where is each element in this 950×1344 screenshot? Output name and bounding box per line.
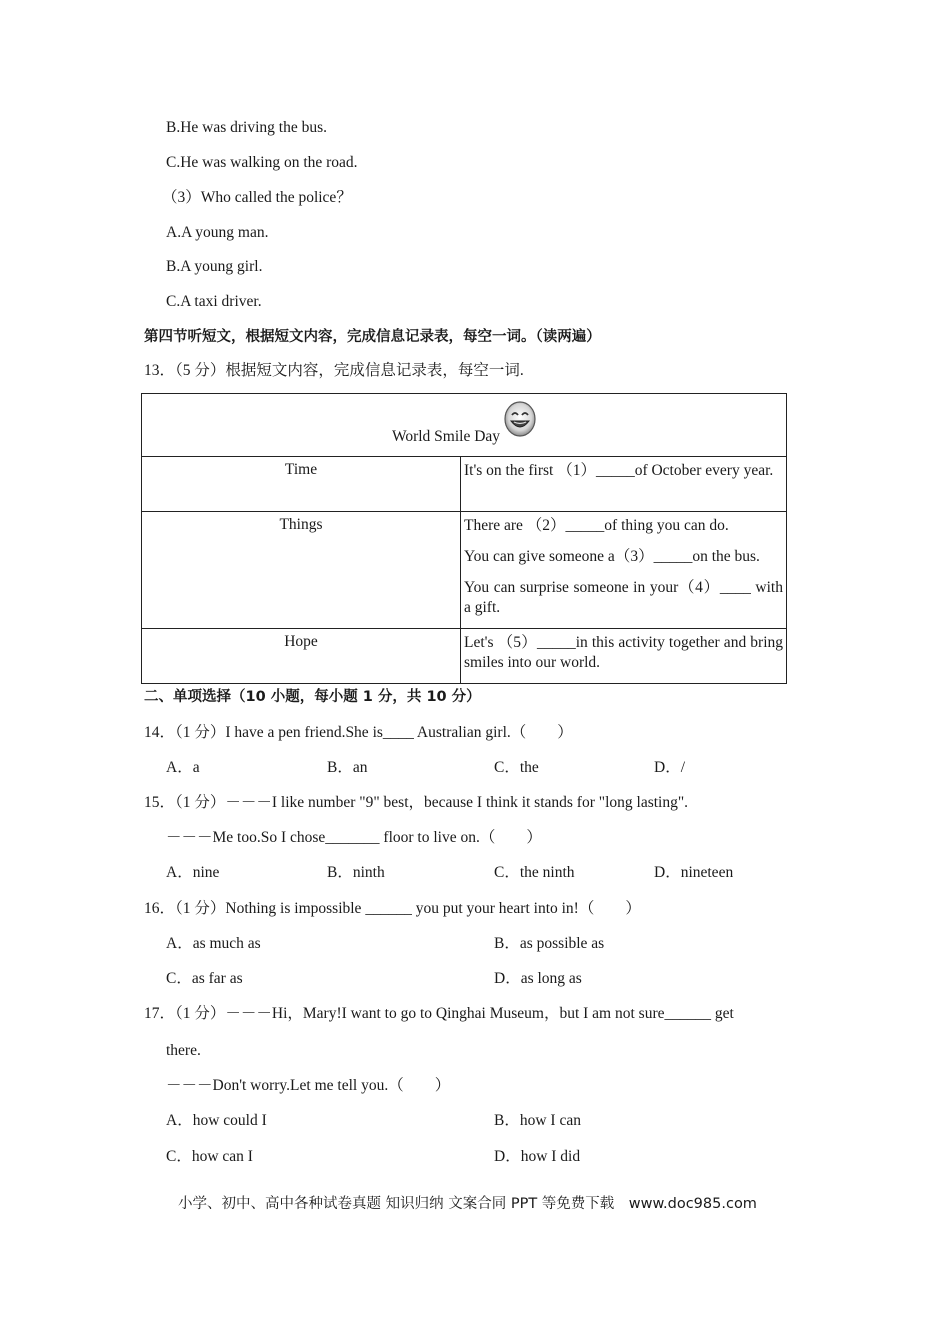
q14-option-b: B．an <box>327 759 368 776</box>
things-line-2: You can give someone a（3）_____on the bus. <box>464 548 760 565</box>
table-header-title: World Smile Day <box>391 428 501 445</box>
q16-option-a: A．as much as <box>166 935 261 952</box>
q12-sub3-option-b: B.A young girl. <box>166 258 263 275</box>
q12-sub3-option-a: A.A young man. <box>166 224 269 241</box>
q15-option-c: C．the ninth <box>494 864 575 881</box>
info-record-table <box>141 393 787 684</box>
q12-option-c: C.He was walking on the road. <box>166 154 358 171</box>
row-label-hope: Hope <box>142 629 461 684</box>
things-line-1: There are （2）_____of thing you can do. <box>464 517 729 534</box>
row-content-hope <box>461 629 787 684</box>
q16-stem: 16．（1 分）Nothing is impossible ______ you put your heart into in!（ ） <box>144 900 641 917</box>
table-header-cell <box>142 394 787 457</box>
q16-option-c: C．as far as <box>166 970 243 987</box>
table-row-time <box>142 457 787 512</box>
part-2-title: 二、单项选择（10 小题，每小题 1 分，共 10 分） <box>144 689 481 705</box>
q14-option-d: D．/ <box>654 759 686 776</box>
q17-stem-continued: there. <box>166 1042 201 1059</box>
time-line: It's on the first （1）_____of October every year. <box>464 462 774 479</box>
section-4-title: 第四节听短文，根据短文内容，完成信息记录表，每空一词。（读两遍） <box>144 329 601 345</box>
q17-option-a: A．how could I <box>166 1112 267 1129</box>
table-row-things <box>142 512 787 629</box>
q15-stem: 15．（1 分）－－－I like number "9" best，because I think it stands for "long lasting". <box>144 794 689 811</box>
q15-stem-2: －－－Me too.So I chose_______ floor to live on.（ ） <box>166 829 542 846</box>
page-footer: 小学、初中、高中各种试卷真题 知识归纳 文案合同 PPT 等免费下载 www.doc985.com <box>178 1196 757 1212</box>
table-row-hope <box>142 629 787 684</box>
q15-option-b: B．ninth <box>327 864 385 881</box>
q12-option-b: B.He was driving the bus. <box>166 119 328 136</box>
q17-stem: 17．（1 分）－－－Hi，Mary!I want to go to Qinghai Museum，but I am not sure______ get <box>144 1005 734 1022</box>
things-line-3: You can surprise someone in your（4）____ with a gift. <box>464 579 783 616</box>
row-label-time: Time <box>142 457 461 512</box>
q17-option-b: B．how I can <box>494 1112 581 1129</box>
q17-stem-2: －－－Don't worry.Let me tell you.（ ） <box>166 1077 451 1094</box>
q12-subquestion-3: （3）Who called the police？ <box>162 189 352 206</box>
q14-option-c: C．the <box>494 759 539 776</box>
q14-stem: 14．（1 分）I have a pen friend.She is____ Australian girl.（ ） <box>144 724 573 741</box>
row-content-time <box>461 457 787 512</box>
q15-option-d: D．nineteen <box>654 864 734 881</box>
q14-option-a: A．a <box>166 759 200 776</box>
q16-option-d: D．as long as <box>494 970 582 987</box>
q13-stem: 13．（5 分）根据短文内容，完成信息记录表，每空一词. <box>144 362 524 379</box>
hope-line: Let's （5）_____in this activity together and bring smiles into our world. <box>464 634 783 671</box>
smiley-face-icon <box>504 401 536 442</box>
q15-option-a: A．nine <box>166 864 220 881</box>
row-label-things: Things <box>142 512 461 629</box>
row-content-things <box>461 512 787 629</box>
q17-option-d: D．how I did <box>494 1148 581 1165</box>
q12-sub3-option-c: C.A taxi driver. <box>166 293 262 310</box>
table-header-row <box>142 394 787 457</box>
q17-option-c: C．how can I <box>166 1148 253 1165</box>
q16-option-b: B．as possible as <box>494 935 605 952</box>
